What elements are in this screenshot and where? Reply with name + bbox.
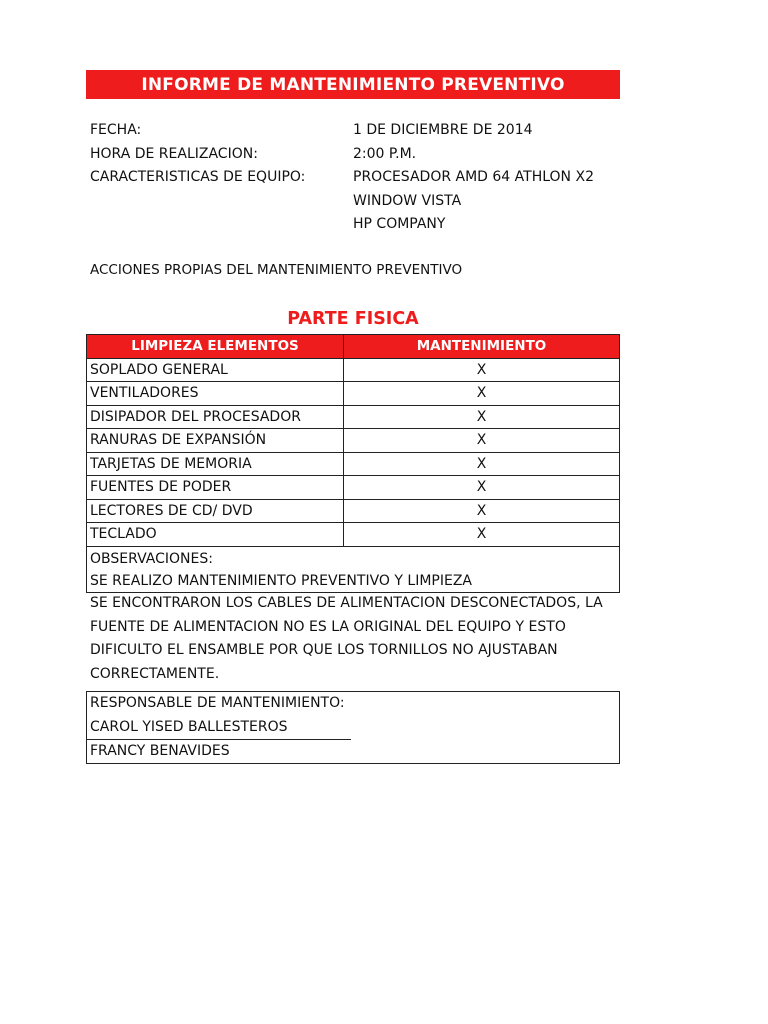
table-row	[87, 429, 620, 453]
mark-cell: X	[344, 499, 620, 523]
observations-text: SE REALIZO MANTENIMIENTO PREVENTIVO Y LIMPIEZA	[90, 572, 472, 589]
findings-line: CORRECTAMENTE.	[90, 665, 220, 682]
info-row-specs	[90, 166, 630, 190]
specs-label-empty	[90, 190, 353, 214]
mark-cell: X	[344, 382, 620, 406]
element-cell: TARJETAS DE MEMORIA	[87, 452, 344, 476]
table-row	[87, 382, 620, 406]
element-cell: LECTORES DE CD/ DVD	[87, 499, 344, 523]
table-row	[87, 499, 620, 523]
responsible-name: CAROL YISED BALLESTEROS	[90, 719, 288, 735]
findings-line: FUENTE DE ALIMENTACION NO ES LA ORIGINAL DEL EQUIPO Y ESTO	[90, 618, 566, 635]
actions-heading: ACCIONES PROPIAS DEL MANTENIMIENTO PREVENTIVO	[90, 262, 463, 278]
column-header-elements: LIMPIEZA ELEMENTOS	[87, 335, 344, 359]
mark-cell: X	[344, 358, 620, 382]
specs-label-empty	[90, 213, 353, 237]
mark-cell: X	[344, 405, 620, 429]
mark-cell: X	[344, 429, 620, 453]
element-cell: SOPLADO GENERAL	[87, 358, 344, 382]
findings-line: DIFICULTO EL ENSAMBLE POR QUE LOS TORNILLOS NO AJUSTABAN	[90, 642, 558, 658]
findings-line: SE ENCONTRARON LOS CABLES DE ALIMENTACION DESCONECTADOS, LA	[90, 595, 603, 611]
info-row-date	[90, 119, 630, 143]
time-value: 2:00 P.M.	[353, 145, 417, 162]
table-row	[87, 405, 620, 429]
column-header-maintenance: MANTENIMIENTO	[344, 335, 620, 359]
info-row-brand	[90, 213, 630, 237]
responsible-label: RESPONSABLE DE MANTENIMIENTO:	[90, 695, 345, 711]
table-header-row	[87, 335, 620, 359]
observations-label: OBSERVACIONES:	[90, 550, 213, 567]
specs-processor: PROCESADOR AMD 64 ATHLON X2	[353, 169, 594, 185]
mark-cell: X	[344, 476, 620, 500]
table-row	[87, 523, 620, 547]
findings-paragraph	[90, 592, 620, 686]
observations-row	[87, 546, 620, 592]
responsible-name: FRANCY BENAVIDES	[90, 743, 230, 759]
observations-cell	[87, 546, 620, 592]
specs-label: CARACTERISTICAS DE EQUIPO:	[90, 169, 306, 185]
mark-cell: X	[344, 523, 620, 547]
info-row-os	[90, 190, 630, 214]
equipment-info	[90, 119, 630, 237]
responsible-box	[86, 691, 620, 764]
specs-brand: HP COMPANY	[353, 216, 446, 232]
table-row	[87, 476, 620, 500]
element-cell: VENTILADORES	[87, 382, 344, 406]
specs-os: WINDOW VISTA	[353, 192, 462, 209]
table-row	[87, 452, 620, 476]
time-label: HORA DE REALIZACION:	[90, 145, 258, 162]
info-row-time	[90, 143, 630, 167]
element-cell: RANURAS DE EXPANSIÓN	[87, 429, 344, 453]
report-title: INFORME DE MANTENIMIENTO PREVENTIVO	[141, 74, 565, 95]
element-cell: DISIPADOR DEL PROCESADOR	[87, 405, 344, 429]
element-cell: TECLADO	[87, 523, 344, 547]
date-value: 1 DE DICIEMBRE DE 2014	[353, 122, 533, 138]
element-cell: FUENTES DE PODER	[87, 476, 344, 500]
mark-cell: X	[344, 452, 620, 476]
section-title: PARTE FISICA	[287, 309, 419, 329]
date-label: FECHA:	[90, 122, 142, 138]
maintenance-table	[86, 334, 620, 593]
report-title-banner	[86, 70, 620, 99]
table-row	[87, 358, 620, 382]
